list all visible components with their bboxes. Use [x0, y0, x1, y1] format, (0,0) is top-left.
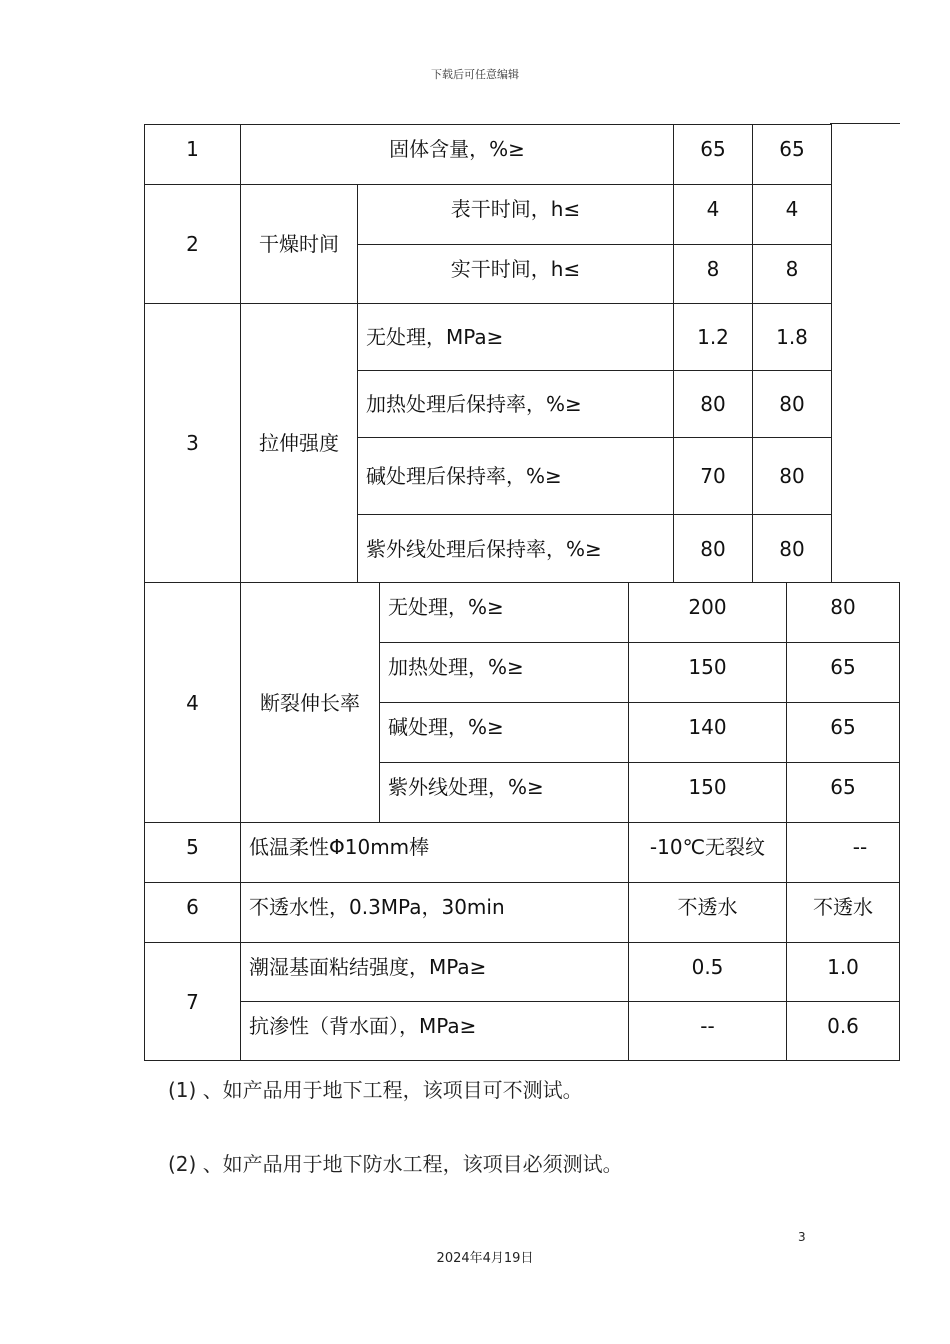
note-1: (1) 、如产品用于地下工程，该项目可不测试。 — [168, 1078, 583, 1102]
row7-item2-v1: -- — [628, 1001, 787, 1061]
row3-item4-v2: 80 — [752, 514, 832, 583]
row2-item2-name: 实干时间，h≤ — [357, 244, 674, 304]
row1-v1: 65 — [673, 124, 753, 185]
row4-item2-name: 加热处理，%≥ — [379, 642, 629, 703]
page-header: 下载后可任意编辑 — [431, 68, 519, 81]
row3-item1-v1: 1.2 — [673, 303, 753, 371]
row7-item2-name: 抗渗性（背水面），MPa≥ — [240, 1001, 629, 1061]
row4-item4-name: 紫外线处理，%≥ — [379, 762, 629, 823]
row3-item3-v1: 70 — [673, 437, 753, 515]
row1-v2: 65 — [752, 124, 832, 185]
row3-item1-v2: 1.8 — [752, 303, 832, 371]
row4-item1-v2: 80 — [786, 582, 900, 643]
header-rule — [830, 123, 900, 124]
row4-item2-v2: 65 — [786, 642, 900, 703]
row2-item1-v1: 4 — [673, 184, 753, 245]
row7-item2-v2: 0.6 — [786, 1001, 900, 1061]
row2-group: 干燥时间 — [240, 184, 358, 304]
row4-group: 断裂伸长率 — [240, 582, 380, 823]
row7-no: 7 — [144, 942, 241, 1061]
row5-name: 低温柔性Φ10mm棒 — [240, 822, 629, 883]
row4-item3-name: 碱处理，%≥ — [379, 702, 629, 763]
row3-item1-name: 无处理，MPa≥ — [357, 303, 674, 371]
row2-item1-name: 表干时间，h≤ — [357, 184, 674, 245]
row4-item2-v1: 150 — [628, 642, 787, 703]
row4-item4-v2: 65 — [786, 762, 900, 823]
row7-item1-v2: 1.0 — [786, 942, 900, 1002]
note-2: (2) 、如产品用于地下防水工程，该项目必须测试。 — [168, 1152, 623, 1176]
row6-v2: 不透水 — [786, 882, 900, 943]
row7-item1-v1: 0.5 — [628, 942, 787, 1002]
row7-item1-name: 潮湿基面粘结强度，MPa≥ — [240, 942, 629, 1002]
row5-v1: -10℃无裂纹 — [628, 822, 787, 883]
row3-item3-name: 碱处理后保持率，%≥ — [357, 437, 674, 515]
row3-item4-v1: 80 — [673, 514, 753, 583]
row2-item2-v2: 8 — [752, 244, 832, 304]
row3-item2-name: 加热处理后保持率，%≥ — [357, 370, 674, 438]
row2-item2-v1: 8 — [673, 244, 753, 304]
row5-v2: -- — [786, 822, 900, 883]
row4-item3-v1: 140 — [628, 702, 787, 763]
row6-v1: 不透水 — [628, 882, 787, 943]
row3-no: 3 — [144, 303, 241, 583]
row3-item2-v1: 80 — [673, 370, 753, 438]
row3-group: 拉伸强度 — [240, 303, 358, 583]
row1-no: 1 — [144, 124, 241, 185]
row4-item3-v2: 65 — [786, 702, 900, 763]
row3-item2-v2: 80 — [752, 370, 832, 438]
row3-item4-name: 紫外线处理后保持率，%≥ — [357, 514, 674, 583]
row4-item4-v1: 150 — [628, 762, 787, 823]
row2-no: 2 — [144, 184, 241, 304]
row4-item1-v1: 200 — [628, 582, 787, 643]
row2-item1-v2: 4 — [752, 184, 832, 245]
row5-no: 5 — [144, 822, 241, 883]
page-number: 3 — [798, 1230, 806, 1244]
row3-item3-v2: 80 — [752, 437, 832, 515]
row4-item1-name: 无处理，%≥ — [379, 582, 629, 643]
row6-name: 不透水性，0.3MPa，30min — [240, 882, 629, 943]
footer-date: 2024年4月19日 — [436, 1251, 534, 1266]
row1-name: 固体含量，%≥ — [240, 124, 674, 185]
row6-no: 6 — [144, 882, 241, 943]
row4-no: 4 — [144, 582, 241, 823]
